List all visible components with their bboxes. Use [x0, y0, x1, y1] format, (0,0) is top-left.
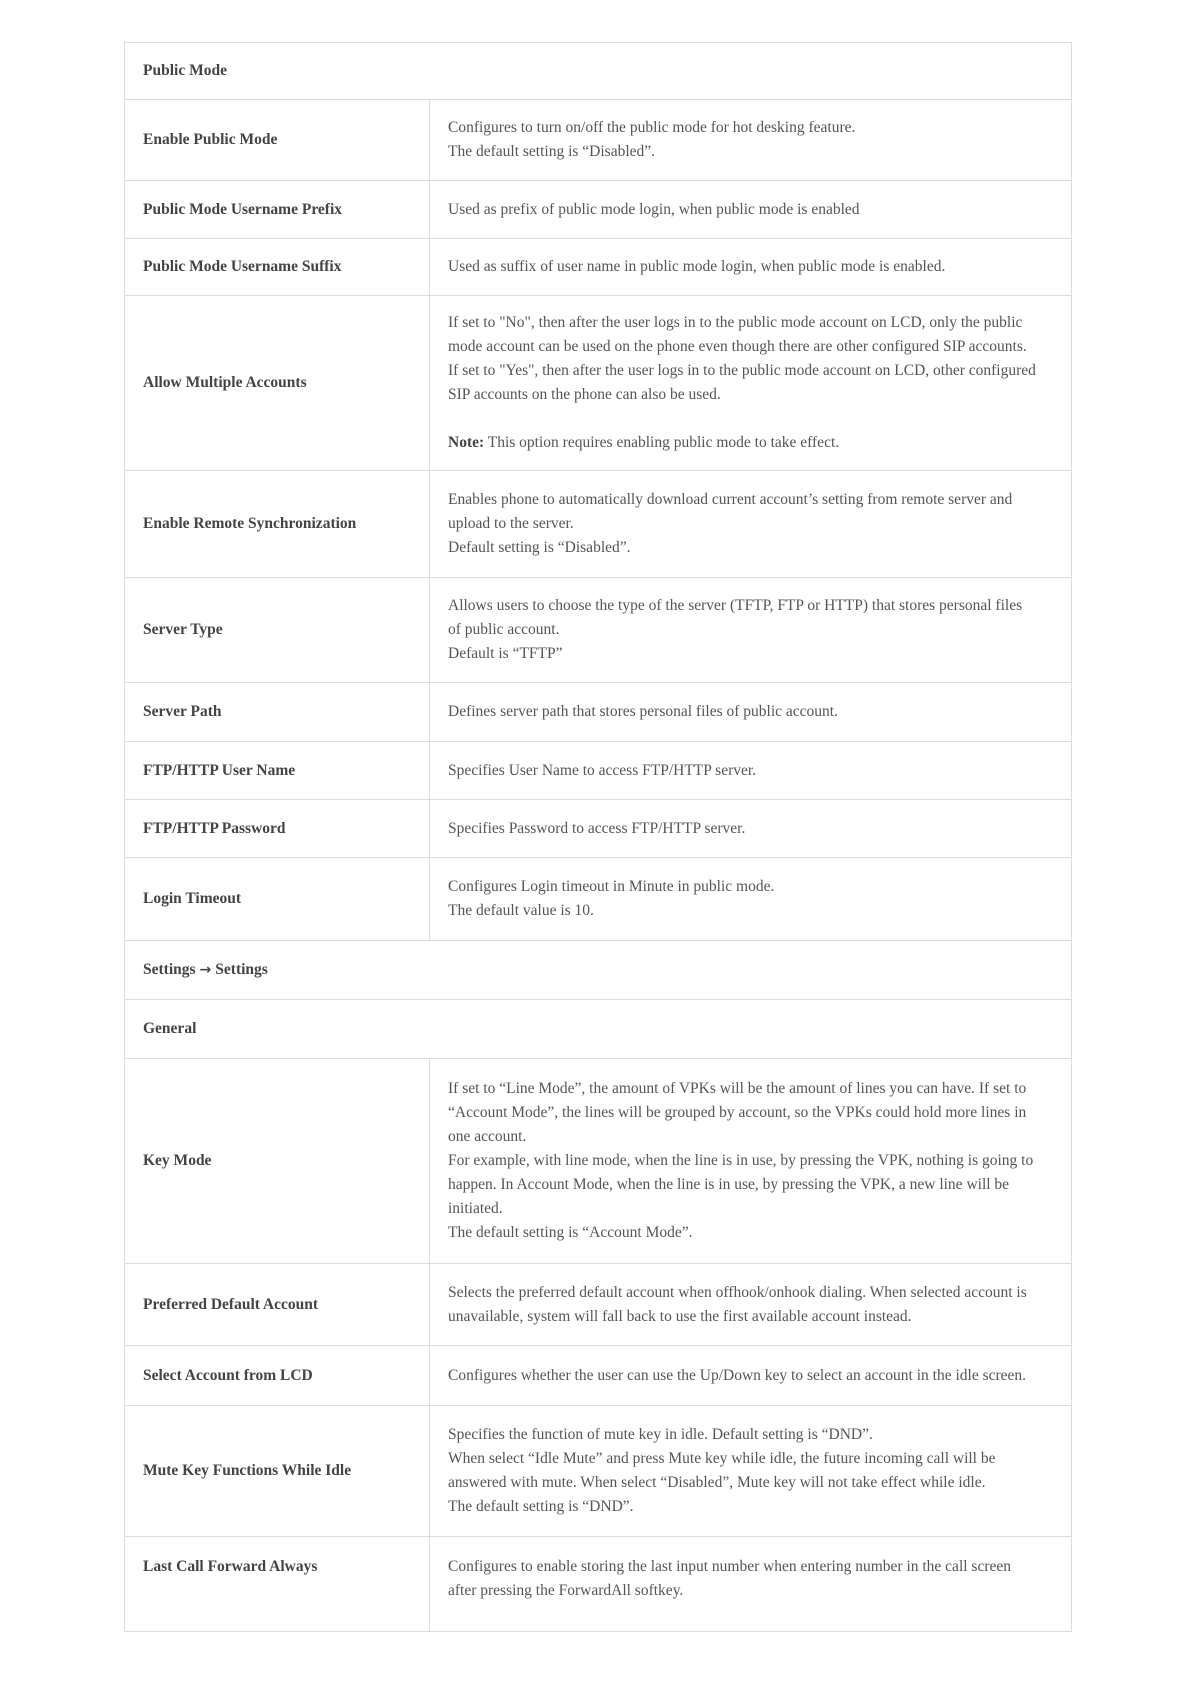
- param-description: [430, 858, 1072, 941]
- breadcrumb-from: Settings: [143, 961, 196, 978]
- desc-line: Configures to enable storing the last input number when entering number in the call screen: [448, 1558, 1012, 1575]
- desc-line: Specifies User Name to access FTP/HTTP server.: [448, 761, 757, 779]
- param-name: Public Mode Username Suffix: [125, 239, 430, 296]
- desc-line: If set to “Line Mode”, the amount of VPKs will be the amount of lines you can have. If set to: [448, 1080, 1027, 1097]
- param-name: Allow Multiple Accounts: [125, 296, 430, 471]
- param-name: FTP/HTTP Password: [125, 800, 430, 858]
- table-row: [125, 1406, 1072, 1537]
- section-row-settings: [125, 941, 1072, 1000]
- table-row: [125, 239, 1072, 296]
- table-row: [125, 1346, 1072, 1406]
- note-label: Note:: [448, 434, 485, 451]
- param-name: Preferred Default Account: [125, 1264, 430, 1346]
- table-row: [125, 1059, 1072, 1264]
- paragraph-gap: [448, 407, 1053, 431]
- desc-line: one account.: [448, 1128, 527, 1145]
- desc-line: Allows users to choose the type of the server (TFTP, FTP or HTTP) that stores personal files: [448, 597, 1023, 614]
- section-row-general: [125, 1000, 1072, 1059]
- desc-line: “Account Mode”, the lines will be grouped by account, so the VPKs could hold more lines in: [448, 1104, 1027, 1121]
- param-name: Select Account from LCD: [125, 1346, 430, 1406]
- table-row: [125, 858, 1072, 941]
- table-row: [125, 742, 1072, 800]
- param-description: [430, 100, 1072, 181]
- param-description: [430, 578, 1072, 683]
- breadcrumb-to: Settings: [215, 961, 268, 978]
- table-row: [125, 1537, 1072, 1632]
- desc-line: The default setting is “Account Mode”.: [448, 1224, 693, 1241]
- desc-line: SIP accounts on the phone can also be used.: [448, 386, 721, 403]
- desc-line: The default setting is “DND”.: [448, 1498, 634, 1515]
- param-description: [430, 1406, 1072, 1537]
- param-description: [430, 296, 1072, 471]
- desc-line: The default value is 10.: [448, 902, 594, 919]
- param-description: [430, 181, 1072, 239]
- note-text: This option requires enabling public mode to take effect.: [484, 434, 840, 451]
- table-row: [125, 471, 1072, 578]
- table-row: [125, 296, 1072, 471]
- desc-line: Specifies the function of mute key in idle. Default setting is “DND”.: [448, 1426, 873, 1443]
- param-name: Login Timeout: [125, 858, 430, 941]
- desc-line: Selects the preferred default account when offhook/onhook dialing. When selected account is: [448, 1283, 1027, 1301]
- desc-line: answered with mute. When select “Disabled”, Mute key will not take effect while idle.: [448, 1474, 986, 1491]
- param-name: FTP/HTTP User Name: [125, 742, 430, 800]
- param-description: [430, 1537, 1072, 1632]
- desc-line: Configures Login timeout in Minute in public mode.: [448, 878, 775, 895]
- param-description: [430, 800, 1072, 858]
- param-description: [430, 1346, 1072, 1406]
- desc-line: When select “Idle Mute” and press Mute key while idle, the future incoming call will be: [448, 1450, 996, 1467]
- param-name: Server Path: [125, 683, 430, 742]
- desc-line: Used as prefix of public mode login, when public mode is enabled: [448, 200, 860, 218]
- param-name: Key Mode: [125, 1059, 430, 1264]
- desc-line: unavailable, system will fall back to use the first available account instead.: [448, 1307, 912, 1325]
- param-description: [430, 1264, 1072, 1346]
- desc-line: If set to "No", then after the user logs in to the public mode account on LCD, only the public: [448, 314, 1023, 331]
- param-name: Enable Public Mode: [125, 100, 430, 181]
- table-row: [125, 1264, 1072, 1346]
- param-name: Mute Key Functions While Idle: [125, 1406, 430, 1537]
- param-description: [430, 471, 1072, 578]
- desc-line: The default setting is “Disabled”.: [448, 143, 656, 160]
- desc-line: Configures to turn on/off the public mode for hot desking feature.: [448, 119, 856, 136]
- section-title: Public Mode: [125, 43, 1072, 100]
- desc-line: Used as suffix of user name in public mode login, when public mode is enabled.: [448, 258, 946, 275]
- arrow-right-icon: →: [199, 962, 212, 978]
- desc-line: happen. In Account Mode, when the line is in use, by pressing the VPK, a new line will be: [448, 1176, 1010, 1193]
- param-description: [430, 1059, 1072, 1264]
- desc-line: Configures whether the user can use the Up/Down key to select an account in the idle screen.: [448, 1366, 1027, 1384]
- param-name: Public Mode Username Prefix: [125, 181, 430, 239]
- param-description: [430, 683, 1072, 742]
- table-row: [125, 100, 1072, 181]
- param-description: [430, 742, 1072, 800]
- table-row: [125, 800, 1072, 858]
- desc-line: Specifies Password to access FTP/HTTP server.: [448, 819, 746, 837]
- desc-line: mode account can be used on the phone even though there are other configured SIP accounts.: [448, 338, 1027, 355]
- document-page: [124, 42, 1071, 1632]
- desc-line: of public account.: [448, 621, 560, 638]
- parameters-table: [124, 42, 1072, 1632]
- section-row-public-mode: [125, 43, 1072, 100]
- table-row: [125, 578, 1072, 683]
- desc-line: Defines server path that stores personal files of public account.: [448, 703, 838, 720]
- param-name: Last Call Forward Always: [125, 1537, 430, 1632]
- desc-line: Enables phone to automatically download current account’s setting from remote server and: [448, 491, 1013, 508]
- desc-line: upload to the server.: [448, 515, 574, 532]
- table-row: [125, 683, 1072, 742]
- section-title-settings-path: [125, 941, 1072, 1000]
- desc-line: For example, with line mode, when the line is in use, by pressing the VPK, nothing is going to: [448, 1152, 1034, 1169]
- desc-line: initiated.: [448, 1200, 503, 1217]
- desc-line: Default is “TFTP”: [448, 645, 563, 662]
- param-description: [430, 239, 1072, 296]
- section-title: General: [125, 1000, 1072, 1059]
- desc-line: after pressing the ForwardAll softkey.: [448, 1582, 684, 1599]
- note-line: [448, 431, 1053, 455]
- param-name: Server Type: [125, 578, 430, 683]
- desc-line: Default setting is “Disabled”.: [448, 539, 631, 556]
- param-name: Enable Remote Synchronization: [125, 471, 430, 578]
- desc-line: If set to "Yes", then after the user logs in to the public mode account on LCD, other configured: [448, 362, 1036, 379]
- table-row: [125, 181, 1072, 239]
